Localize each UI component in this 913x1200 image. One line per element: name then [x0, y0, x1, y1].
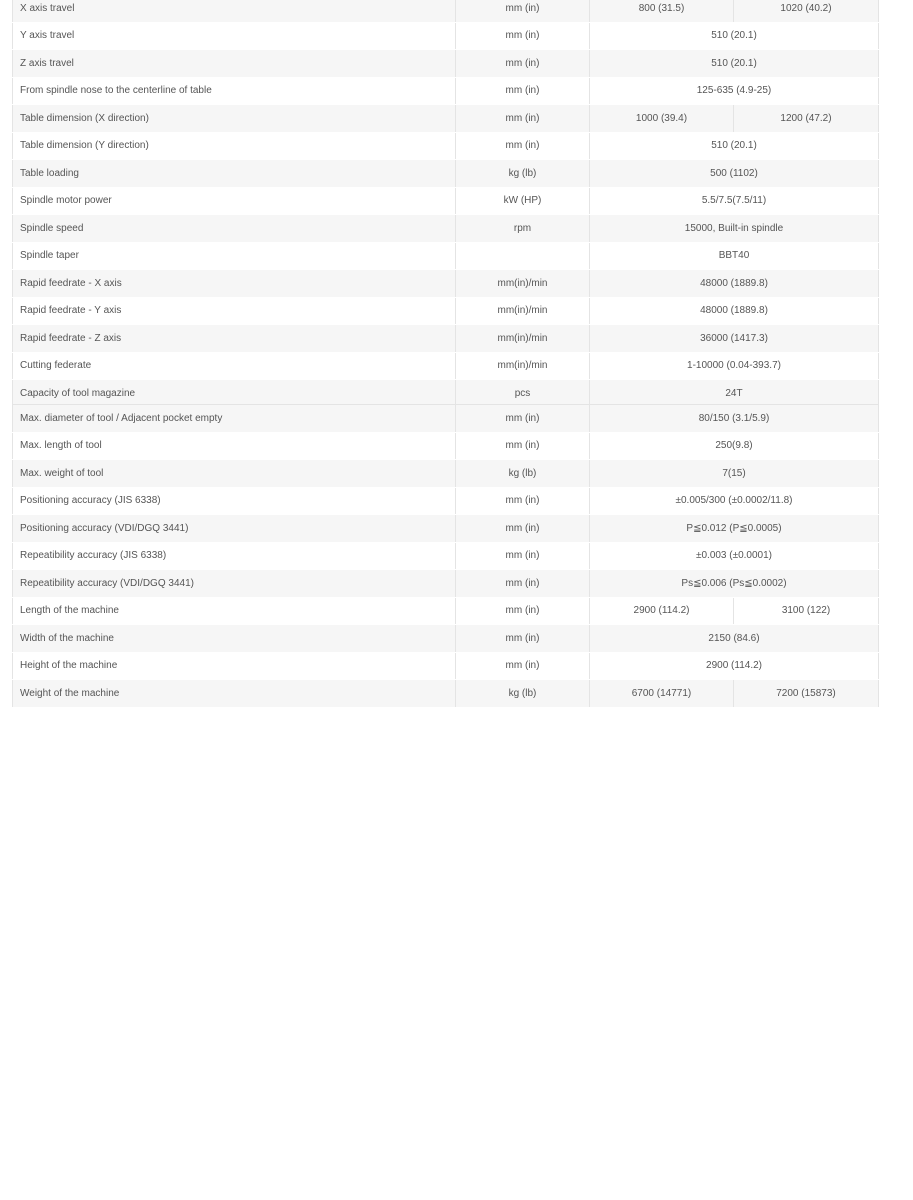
spec-row — [13, 460, 879, 488]
spec-item-label: Y axis travel — [13, 22, 456, 50]
spec-unit: mm (in) — [456, 50, 590, 78]
spec-value: 125-635 (4.9-25) — [590, 77, 879, 105]
spec-unit: mm(in)/min — [456, 325, 590, 353]
spec-row — [13, 352, 879, 380]
spec-unit: mm (in) — [456, 432, 590, 460]
spec-row — [13, 160, 879, 188]
spec-value: 24T — [590, 380, 879, 408]
spec-value-model-1: 800 (31.5) — [590, 0, 734, 22]
spec-value: ±0.005/300 (±0.0002/11.8) — [590, 487, 879, 515]
spec-table-tooling-body — [13, 405, 879, 708]
spec-unit: mm (in) — [456, 515, 590, 543]
spec-unit: mm (in) — [456, 652, 590, 680]
spec-unit: kg (lb) — [456, 680, 590, 708]
spec-unit: mm (in) — [456, 405, 590, 433]
spec-row — [13, 187, 879, 215]
spec-value: 36000 (1417.3) — [590, 325, 879, 353]
spec-unit: mm (in) — [456, 0, 590, 22]
spec-value: 510 (20.1) — [590, 50, 879, 78]
spec-row — [13, 215, 879, 243]
spec-value: Ps≦0.006 (Ps≦0.0002) — [590, 570, 879, 598]
spec-unit: mm (in) — [456, 22, 590, 50]
spec-table-main-body — [13, 0, 879, 407]
spec-value-model-2: 1200 (47.2) — [734, 105, 879, 133]
spec-row — [13, 597, 879, 625]
spec-row — [13, 0, 879, 22]
spec-row — [13, 380, 879, 408]
spec-row — [13, 680, 879, 708]
spec-value: 500 (1102) — [590, 160, 879, 188]
spec-value: 250(9.8) — [590, 432, 879, 460]
spec-item-label: Table loading — [13, 160, 456, 188]
spec-value: 2900 (114.2) — [590, 652, 879, 680]
spec-unit: kg (lb) — [456, 460, 590, 488]
spec-row — [13, 652, 879, 680]
spec-item-label: Width of the machine — [13, 625, 456, 653]
spec-item-label: From spindle nose to the centerline of table — [13, 77, 456, 105]
spec-item-label: Positioning accuracy (JIS 6338) — [13, 487, 456, 515]
spec-item-label: Max. weight of tool — [13, 460, 456, 488]
spec-row — [13, 570, 879, 598]
spec-unit: mm (in) — [456, 132, 590, 160]
spec-item-label: Weight of the machine — [13, 680, 456, 708]
spec-value-model-1: 1000 (39.4) — [590, 105, 734, 133]
spec-item-label: Max. diameter of tool / Adjacent pocket empty — [13, 405, 456, 433]
spec-value: 2150 (84.6) — [590, 625, 879, 653]
spec-unit — [456, 242, 590, 270]
spec-unit: mm (in) — [456, 105, 590, 133]
spec-row — [13, 487, 879, 515]
spec-value: 510 (20.1) — [590, 132, 879, 160]
spec-row — [13, 22, 879, 50]
spec-item-label: Length of the machine — [13, 597, 456, 625]
spec-item-label: Capacity of tool magazine — [13, 380, 456, 408]
spec-item-label: Rapid feedrate - Z axis — [13, 325, 456, 353]
spec-row — [13, 405, 879, 433]
spec-item-label: Max. length of tool — [13, 432, 456, 460]
spec-row — [13, 297, 879, 325]
spec-table-main — [12, 0, 879, 408]
spec-unit: mm (in) — [456, 597, 590, 625]
spec-item-label: Cutting federate — [13, 352, 456, 380]
spec-unit: kW (HP) — [456, 187, 590, 215]
spec-item-label: X axis travel — [13, 0, 456, 22]
spec-value-model-1: 2900 (114.2) — [590, 597, 734, 625]
spec-item-label: Repeatibility accuracy (JIS 6338) — [13, 542, 456, 570]
spec-row — [13, 432, 879, 460]
spec-row — [13, 325, 879, 353]
spec-unit: mm (in) — [456, 77, 590, 105]
spec-row — [13, 132, 879, 160]
spec-value: 48000 (1889.8) — [590, 297, 879, 325]
spec-item-label: Height of the machine — [13, 652, 456, 680]
spec-unit: pcs — [456, 380, 590, 408]
spec-value: ±0.003 (±0.0001) — [590, 542, 879, 570]
spec-value: 48000 (1889.8) — [590, 270, 879, 298]
spec-value-model-2: 3100 (122) — [734, 597, 879, 625]
spec-value: 5.5/7.5(7.5/11) — [590, 187, 879, 215]
spec-item-label: Spindle motor power — [13, 187, 456, 215]
spec-unit: mm (in) — [456, 542, 590, 570]
spec-value-model-1: 6700 (14771) — [590, 680, 734, 708]
spec-value-model-2: 7200 (15873) — [734, 680, 879, 708]
spec-item-label: Rapid feedrate - Y axis — [13, 297, 456, 325]
spec-value: P≦0.012 (P≦0.0005) — [590, 515, 879, 543]
spec-item-label: Rapid feedrate - X axis — [13, 270, 456, 298]
spec-item-label: Repeatibility accuracy (VDI/DGQ 3441) — [13, 570, 456, 598]
spec-value: 7(15) — [590, 460, 879, 488]
spec-value: 1-10000 (0.04-393.7) — [590, 352, 879, 380]
spec-item-label: Spindle taper — [13, 242, 456, 270]
spec-unit: mm (in) — [456, 570, 590, 598]
spec-row — [13, 50, 879, 78]
spec-unit: mm(in)/min — [456, 270, 590, 298]
spec-item-label: Table dimension (X direction) — [13, 105, 456, 133]
spec-item-label: Spindle speed — [13, 215, 456, 243]
spec-row — [13, 105, 879, 133]
spec-item-label: Table dimension (Y direction) — [13, 132, 456, 160]
spec-item-label: Positioning accuracy (VDI/DGQ 3441) — [13, 515, 456, 543]
spec-unit: mm(in)/min — [456, 352, 590, 380]
spec-unit: mm (in) — [456, 487, 590, 515]
spec-row — [13, 542, 879, 570]
spec-row — [13, 242, 879, 270]
spec-unit: mm (in) — [456, 625, 590, 653]
spec-unit: rpm — [456, 215, 590, 243]
spec-table-tooling — [12, 404, 879, 708]
spec-unit: mm(in)/min — [456, 297, 590, 325]
spec-unit: kg (lb) — [456, 160, 590, 188]
spec-row — [13, 625, 879, 653]
spec-row — [13, 515, 879, 543]
spec-value: 15000, Built-in spindle — [590, 215, 879, 243]
spec-item-label: Z axis travel — [13, 50, 456, 78]
spec-value: 80/150 (3.1/5.9) — [590, 405, 879, 433]
spec-value-model-2: 1020 (40.2) — [734, 0, 879, 22]
spec-row — [13, 270, 879, 298]
spec-value: BBT40 — [590, 242, 879, 270]
spec-row — [13, 77, 879, 105]
spec-value: 510 (20.1) — [590, 22, 879, 50]
